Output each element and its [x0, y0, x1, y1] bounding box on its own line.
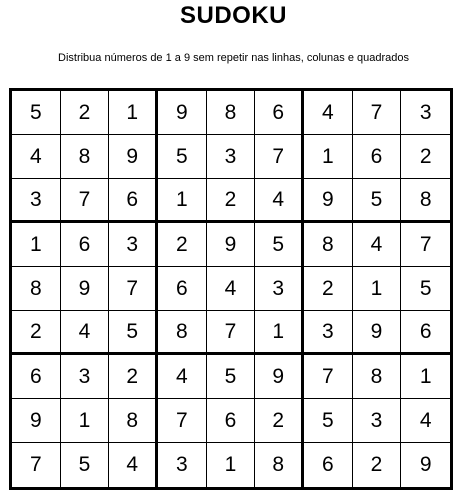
sudoku-cell[interactable]: 4: [109, 443, 158, 487]
page-title: SUDOKU: [179, 2, 287, 29]
sudoku-cell[interactable]: 9: [207, 223, 256, 267]
sudoku-cell[interactable]: 4: [304, 91, 353, 135]
sudoku-cell[interactable]: 3: [207, 135, 256, 179]
sudoku-cell[interactable]: 2: [255, 399, 304, 443]
sudoku-cell[interactable]: 3: [158, 443, 207, 487]
sudoku-cell[interactable]: 4: [353, 223, 402, 267]
sudoku-cell[interactable]: 1: [401, 355, 450, 399]
sudoku-cell[interactable]: 2: [61, 91, 110, 135]
sudoku-cell[interactable]: 9: [419, 453, 432, 476]
sudoku-cell[interactable]: 2: [207, 179, 256, 223]
sudoku-cell[interactable]: 2: [353, 443, 402, 487]
sudoku-cell[interactable]: 2: [401, 135, 450, 179]
sudoku-cell[interactable]: 8: [353, 355, 402, 399]
sudoku-cell[interactable]: 4: [61, 311, 110, 355]
sudoku-cell[interactable]: 5: [304, 399, 353, 443]
sudoku-cell[interactable]: 8: [61, 135, 110, 179]
sudoku-cell[interactable]: 2: [304, 267, 353, 311]
sudoku-cell[interactable]: 9: [255, 355, 304, 399]
sudoku-cell[interactable]: 9: [304, 179, 353, 223]
sudoku-cell[interactable]: 6: [304, 443, 353, 487]
sudoku-cell[interactable]: 6: [353, 135, 402, 179]
sudoku-cell[interactable]: 8: [304, 223, 353, 267]
sudoku-cell[interactable]: 5: [61, 443, 110, 487]
sudoku-cell[interactable]: 9: [61, 267, 110, 311]
sudoku-cell[interactable]: 6: [61, 223, 110, 267]
sudoku-cell[interactable]: 4: [255, 179, 304, 223]
sudoku-cell[interactable]: 1: [61, 399, 110, 443]
sudoku-cell[interactable]: 1: [12, 223, 61, 267]
sudoku-cell[interactable]: 7: [158, 399, 207, 443]
sudoku-cell[interactable]: 7: [353, 91, 402, 135]
sudoku-cell[interactable]: 6: [109, 179, 158, 223]
sudoku-cell[interactable]: 5: [353, 179, 402, 223]
sudoku-cell[interactable]: 8: [109, 399, 158, 443]
sudoku-cell[interactable]: 1: [109, 91, 158, 135]
sudoku-cell[interactable]: 3: [255, 267, 304, 311]
sudoku-cell[interactable]: 3: [401, 91, 450, 135]
sudoku-cell[interactable]: 8: [255, 443, 304, 487]
sudoku-cell[interactable]: 5: [158, 135, 207, 179]
sudoku-cell[interactable]: 1: [304, 135, 353, 179]
sudoku-cell[interactable]: 4: [401, 399, 450, 443]
sudoku-cell[interactable]: 3: [304, 311, 353, 355]
sudoku-cell[interactable]: 2: [12, 311, 61, 355]
sudoku-cell[interactable]: 5: [207, 355, 256, 399]
sudoku-cell[interactable]: 1: [207, 443, 256, 487]
sudoku-cell[interactable]: 1: [158, 179, 207, 223]
sudoku-cell[interactable]: 4: [158, 355, 207, 399]
sudoku-cell[interactable]: 7: [12, 443, 61, 487]
sudoku-cell[interactable]: 1: [255, 311, 304, 355]
sudoku-cell[interactable]: 6: [255, 91, 304, 135]
sudoku-cell[interactable]: 6: [401, 311, 450, 355]
sudoku-cell[interactable]: 2: [158, 223, 207, 267]
sudoku-cell[interactable]: 8: [158, 311, 207, 355]
sudoku-cell[interactable]: 7: [401, 223, 450, 267]
instructions-text: Distribua números de 1 a 9 sem repetir nas linhas, colunas e quadrados: [58, 52, 409, 64]
sudoku-cell[interactable]: 6: [12, 355, 61, 399]
sudoku-cell[interactable]: 4: [12, 135, 61, 179]
sudoku-cell[interactable]: 6: [207, 399, 256, 443]
sudoku-board: [9, 88, 453, 490]
sudoku-cell[interactable]: 5: [255, 223, 304, 267]
sudoku-cell[interactable]: 9: [12, 399, 61, 443]
sudoku-cell[interactable]: 2: [109, 355, 158, 399]
sudoku-cell[interactable]: 3: [12, 179, 61, 223]
sudoku-cell[interactable]: 4: [207, 267, 256, 311]
sudoku-cell[interactable]: 7: [207, 311, 256, 355]
sudoku-cell[interactable]: 6: [158, 267, 207, 311]
sudoku-cell[interactable]: 8: [12, 267, 61, 311]
sudoku-cell[interactable]: 7: [255, 135, 304, 179]
sudoku-cell[interactable]: 5: [12, 91, 61, 135]
sudoku-cell[interactable]: 3: [61, 355, 110, 399]
sudoku-cell[interactable]: 8: [401, 179, 450, 223]
sudoku-cell[interactable]: 9: [158, 91, 207, 135]
sudoku-cell[interactable]: 9: [353, 311, 402, 355]
sudoku-cell[interactable]: 5: [401, 267, 450, 311]
sudoku-cell[interactable]: 3: [109, 223, 158, 267]
sudoku-cell[interactable]: 3: [353, 399, 402, 443]
sudoku-cell[interactable]: 8: [207, 91, 256, 135]
sudoku-cell[interactable]: 9: [109, 135, 158, 179]
sudoku-cell[interactable]: 5: [109, 311, 158, 355]
sudoku-cell[interactable]: 7: [61, 179, 110, 223]
sudoku-cell[interactable]: 1: [353, 267, 402, 311]
sudoku-cell[interactable]: 7: [304, 355, 353, 399]
sudoku-cell[interactable]: 7: [109, 267, 158, 311]
